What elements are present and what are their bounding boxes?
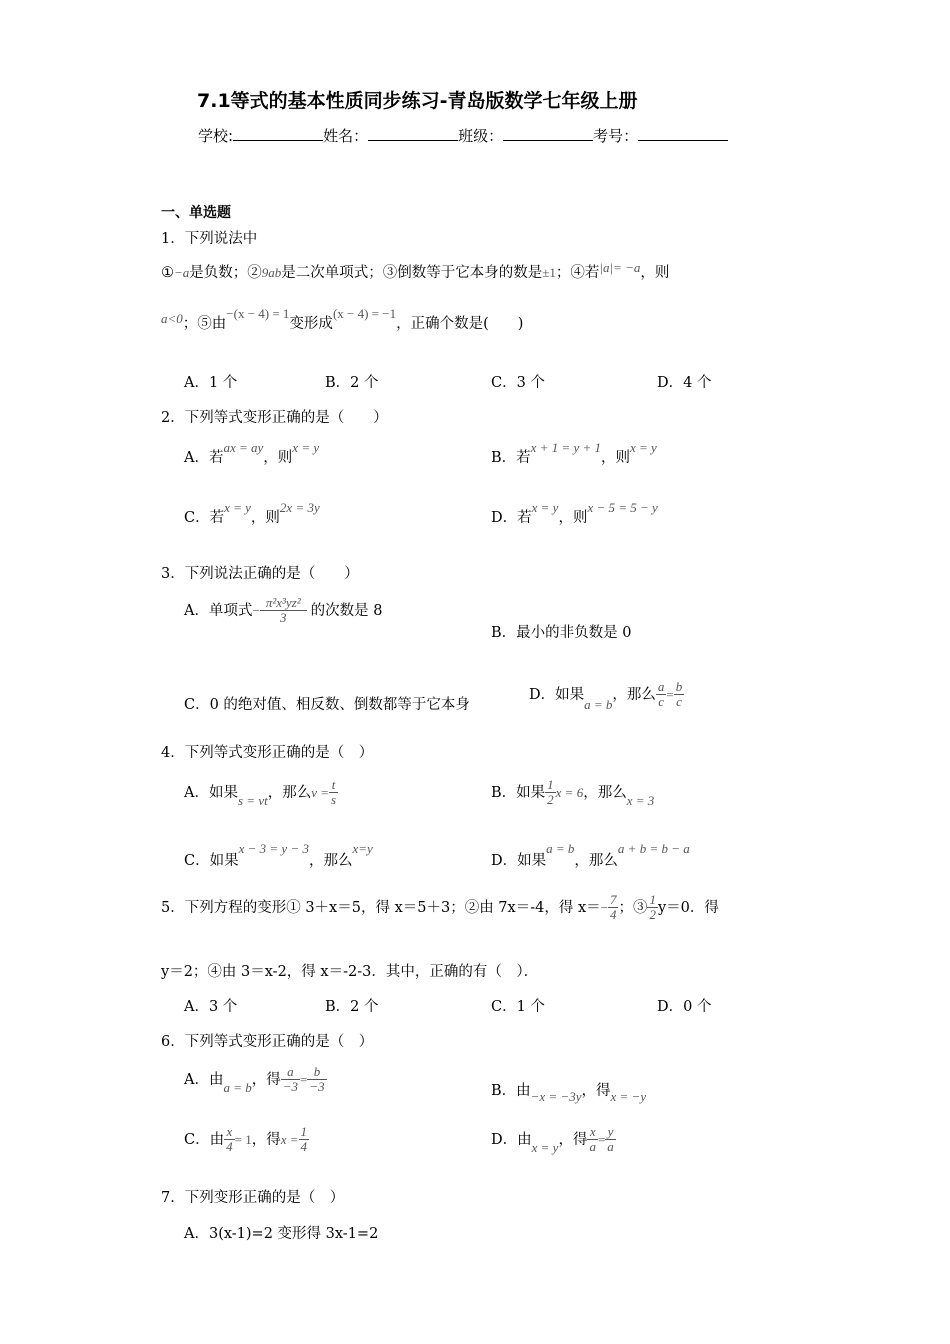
- q2-option-text: B．若: [491, 450, 531, 466]
- fraction-numerator: 1: [547, 777, 554, 792]
- fraction-denominator: a: [589, 1139, 596, 1155]
- q5-text: y＝0．得: [657, 899, 719, 916]
- q3-option-text: ，那么: [612, 686, 656, 703]
- q1-text: 变形成: [289, 316, 333, 332]
- q6-option-text: ，得: [581, 1083, 611, 1099]
- q3-option-a[interactable]: [184, 596, 382, 626]
- q1-text: ，则: [640, 265, 670, 281]
- fraction-numerator: y: [605, 1125, 616, 1140]
- q2-option-text: ，则: [263, 450, 293, 466]
- q4-option-text: B．如果: [491, 784, 546, 801]
- q1-option-b[interactable]: B．2 个: [325, 375, 379, 391]
- q6-option-text: ，得: [251, 1071, 281, 1088]
- q3-option-text: D．如果: [529, 686, 585, 703]
- q4-math: x=y: [352, 841, 373, 856]
- q4-option-text: D．如果: [491, 853, 547, 869]
- q6-option-text: ，得: [251, 1131, 281, 1148]
- fraction-numerator: π²x³yz²: [260, 596, 307, 611]
- q5-math: −: [600, 899, 608, 915]
- q2-math: x = y: [531, 500, 559, 515]
- q5-option-d[interactable]: D．0 个: [657, 999, 712, 1015]
- q4-option-text: ，那么: [267, 784, 312, 801]
- fraction-numerator: a: [657, 679, 665, 694]
- q1-text: ，正确个数是( ): [396, 316, 524, 332]
- q2-option-text: A．若: [184, 450, 224, 466]
- q1-line1: [161, 261, 669, 282]
- q1-math: a<0: [161, 311, 183, 326]
- q2-stem: 2．下列等式变形正确的是（ ）: [161, 410, 388, 426]
- q6-option-text: A．由: [184, 1071, 224, 1088]
- q3-option-text: 的次数是 8: [310, 602, 383, 619]
- q2-option-text: ，则: [250, 510, 280, 526]
- q6-math: x =: [280, 1131, 299, 1147]
- q3-fraction: [260, 596, 307, 626]
- q6-option-text: B．由: [491, 1083, 531, 1099]
- q6-math: =: [597, 1131, 606, 1147]
- class-blank[interactable]: [503, 126, 593, 141]
- exam-number-label: 考号：: [593, 127, 639, 145]
- q4-math: v =: [311, 784, 329, 800]
- q4-option-b[interactable]: [491, 778, 654, 808]
- q6-option-b[interactable]: [491, 1079, 647, 1104]
- fraction-denominator: 2: [649, 907, 656, 923]
- q1-text: ；⑤由: [182, 316, 227, 332]
- q5-text: ；③: [618, 899, 648, 916]
- school-label: 学校:: [198, 127, 234, 145]
- q2-math: x − 5 = 5 − y: [587, 500, 658, 515]
- q4-math: a = b: [546, 841, 575, 856]
- fraction-numerator: b: [307, 1065, 326, 1080]
- q2-option-text: ，则: [558, 510, 588, 526]
- q4-fraction: [545, 778, 556, 808]
- q2-option-d[interactable]: [491, 500, 658, 527]
- school-blank[interactable]: [233, 126, 323, 141]
- q6-stem: 6．下列等式变形正确的是（ ）: [161, 1034, 374, 1050]
- q5-fraction: [647, 893, 658, 923]
- q4-math: x = 3: [626, 792, 655, 808]
- q1-math: (x − 4) = −1: [332, 306, 397, 321]
- page-title: 7.1等式的基本性质同步练习-青岛版数学七年级上册: [197, 90, 638, 112]
- q4-option-text: ，那么: [308, 853, 353, 869]
- q4-option-text: ，那么: [574, 853, 618, 869]
- class-label: 班级：: [458, 127, 504, 145]
- q3-fraction: [674, 680, 685, 710]
- q5-fraction: [608, 893, 619, 923]
- q4-option-d[interactable]: [491, 841, 690, 870]
- q4-math: a + b = b − a: [617, 841, 690, 856]
- q6-option-d[interactable]: [491, 1125, 616, 1155]
- name-label: 姓名：: [323, 127, 369, 145]
- q1-text: 是二次单项式；③倒数等于它本身的数是: [281, 265, 543, 281]
- q6-math: = 1: [234, 1131, 252, 1147]
- q4-math: x − 3 = y − 3: [238, 841, 309, 856]
- q2-option-a[interactable]: [184, 440, 320, 467]
- name-blank[interactable]: [368, 126, 458, 141]
- q6-math: a = b: [223, 1079, 252, 1095]
- q6-option-text: C．由: [184, 1131, 225, 1148]
- q6-fraction: [307, 1065, 326, 1095]
- q6-fraction: [281, 1065, 300, 1095]
- q1-text: 是负数；②: [189, 265, 262, 281]
- q2-option-b[interactable]: [491, 440, 657, 467]
- fraction-numerator: b: [675, 679, 683, 694]
- fraction-numerator: a: [281, 1065, 300, 1080]
- section-header: 一、单选题: [161, 205, 231, 221]
- q6-option-a[interactable]: [184, 1065, 327, 1095]
- q3-option-b[interactable]: B．最小的非负数是 0: [491, 625, 632, 641]
- q4-math: x = 6: [555, 784, 584, 800]
- q3-fraction: [656, 680, 667, 710]
- fraction-denominator: 4: [609, 907, 617, 923]
- fraction-denominator: a: [607, 1139, 614, 1155]
- fraction-denominator: 3: [279, 610, 287, 626]
- fraction-numerator: 7: [609, 892, 617, 907]
- q5-text: 5．下列方程的变形① 3＋x＝5，得 x＝5＋3；②由 7x＝-4，得 x＝: [161, 899, 601, 916]
- q4-option-text: C．如果: [184, 853, 239, 869]
- q5-option-c[interactable]: C．1 个: [491, 999, 545, 1015]
- fraction-denominator: −3: [282, 1079, 299, 1095]
- q6-math: −x = −3y: [530, 1089, 582, 1104]
- q4-fraction: [329, 778, 338, 808]
- q1-math: ±1: [542, 265, 556, 280]
- q6-math: =: [300, 1071, 308, 1087]
- q2-math: x = y: [630, 440, 657, 455]
- q7-stem: 7．下列变形正确的是（ ）: [161, 1190, 345, 1206]
- student-info-line: [198, 125, 728, 146]
- q6-option-text: D．由: [491, 1131, 532, 1148]
- q1-text: ①: [161, 265, 174, 281]
- q5-line2: y＝2；④由 3＝x-2，得 x＝-2-3．其中，正确的有（ ）．: [161, 964, 539, 980]
- q2-math: x + 1 = y + 1: [530, 440, 602, 455]
- q4-stem: 4．下列等式变形正确的是（ ）: [161, 745, 374, 761]
- fraction-denominator: −3: [309, 1079, 325, 1095]
- q2-option-text: D．若: [491, 510, 532, 526]
- q7-option-a[interactable]: A．3(x-1)=2 变形得 3x-1=2: [184, 1226, 379, 1242]
- q4-option-text: A．如果: [184, 784, 238, 801]
- q5-line1: [161, 893, 719, 923]
- q3-option-text: A．单项式: [184, 602, 253, 619]
- q5-option-a[interactable]: A．3 个: [184, 999, 238, 1015]
- q6-option-c[interactable]: [184, 1125, 309, 1155]
- q3-math: −: [252, 602, 260, 618]
- q1-option-d[interactable]: D．4 个: [657, 375, 712, 391]
- q6-fraction: [299, 1125, 310, 1155]
- q1-math: −a: [174, 265, 190, 280]
- q4-option-c[interactable]: [184, 841, 373, 870]
- q4-math: s = vt: [237, 792, 268, 808]
- q3-stem: 3．下列说法正确的是（ ）: [161, 566, 359, 582]
- q1-line2: [161, 306, 524, 333]
- q3-math: a = b: [584, 696, 613, 712]
- q2-math: x = y: [292, 440, 320, 455]
- q4-option-text: ，那么: [583, 784, 627, 801]
- q2-math: 2x = 3y: [279, 500, 320, 515]
- q3-option-d[interactable]: [529, 680, 684, 710]
- q5-option-b[interactable]: B．2 个: [325, 999, 379, 1015]
- q4-option-a[interactable]: [184, 778, 338, 808]
- fraction-numerator: x: [587, 1125, 598, 1140]
- q1-option-c[interactable]: C．3 个: [491, 375, 545, 391]
- q1-option-a[interactable]: A．1 个: [184, 375, 238, 391]
- q6-option-text: ，得: [558, 1131, 588, 1148]
- q1-text: ；④若: [555, 265, 600, 281]
- q6-math: x = −y: [610, 1089, 647, 1104]
- q2-option-c[interactable]: [184, 500, 320, 527]
- q2-option-text: C．若: [184, 510, 225, 526]
- fraction-denominator: 4: [300, 1139, 307, 1155]
- exam-number-blank[interactable]: [638, 126, 728, 141]
- q2-math: ax = ay: [223, 440, 264, 455]
- q6-fraction: [587, 1125, 598, 1155]
- fraction-numerator: t: [329, 778, 338, 793]
- q6-math: x = y: [531, 1139, 559, 1155]
- q6-fraction: [224, 1125, 235, 1155]
- q3-math: =: [666, 686, 674, 702]
- q3-option-c[interactable]: C．0 的绝对值、相反数、倒数都等于它本身: [184, 697, 470, 713]
- fraction-denominator: s: [331, 792, 337, 808]
- fraction-denominator: c: [676, 694, 682, 710]
- fraction-denominator: 4: [226, 1139, 233, 1155]
- fraction-numerator: x: [224, 1125, 235, 1140]
- q1-math: 9ab: [261, 265, 282, 280]
- fraction-denominator: 2: [547, 792, 554, 808]
- q6-fraction: [605, 1125, 616, 1155]
- fraction-numerator: 1: [649, 892, 656, 907]
- fraction-numerator: 1: [300, 1124, 307, 1139]
- q1-stem: 1．下列说法中: [161, 231, 258, 247]
- q1-math: |a|= −a: [599, 260, 641, 275]
- q1-math: −(x − 4) = 1: [226, 306, 290, 321]
- fraction-denominator: c: [658, 694, 665, 710]
- q2-option-text: ，则: [601, 450, 631, 466]
- q2-math: x = y: [224, 500, 251, 515]
